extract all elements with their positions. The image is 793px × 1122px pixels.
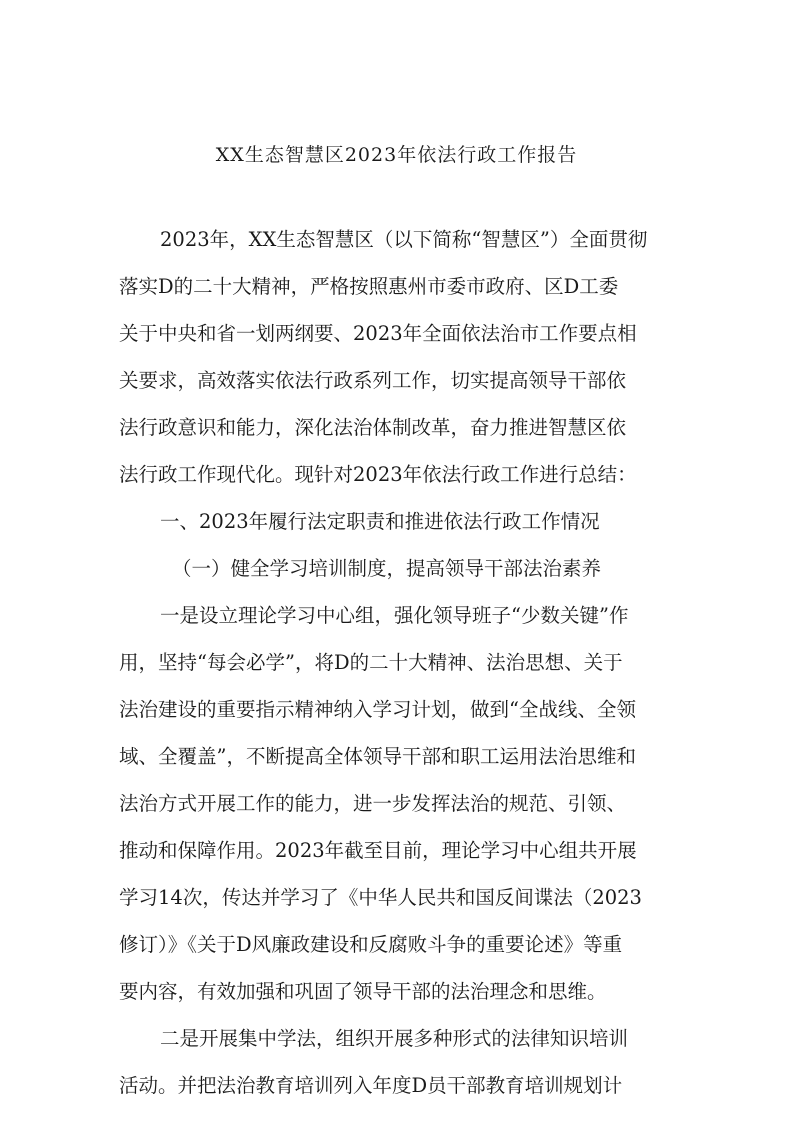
body-line: 法治建设的重要指示精神纳入学习计划，做到“全战线、全领 [119, 698, 636, 721]
body-line: 域、全覆盖”，不断提高全体领导干部和职工运用法治思维和 [119, 745, 636, 768]
body-line: 用，坚持“每会必学”，将D的二十大精神、法治思想、关于 [119, 651, 623, 674]
body-line: 落实D的二十大精神，严格按照惠州市委市政府、区D工委 [119, 275, 619, 298]
body-line: 法治方式开展工作的能力，进一步发挥法治的规范、引领、 [119, 792, 627, 815]
body-line: 关要求，高效落实依法行政系列工作，切实提高领导干部依 [119, 369, 627, 392]
body-line: 修订）》《关于D风廉政建设和反腐败斗争的重要论述》等重 [119, 933, 623, 956]
body-line: 法行政工作现代化。现针对2023年依法行政工作进行总结： [119, 463, 637, 486]
body-line: 2023年，XX生态智慧区（以下简称“智慧区”）全面贯彻 [160, 228, 648, 251]
subsection-heading: （一）健全学习培训制度，提高领导干部法治素养 [172, 557, 602, 580]
body-line: 推动和保障作用。2023年截至目前，理论学习中心组共开展 [119, 839, 637, 862]
body-line: 活动。并把法治教育培训列入年度D员干部教育培训规划计 [119, 1074, 623, 1097]
section-heading: 一、2023年履行法定职责和推进依法行政工作情况 [160, 510, 600, 533]
body-line: 学习14次，传达并学习了《中华人民共和国反间谍法（2023 [119, 886, 642, 909]
body-line: 一是设立理论学习中心组，强化领导班子“少数关键”作 [160, 604, 629, 627]
body-line: 要内容，有效加强和巩固了领导干部的法治理念和思维。 [119, 980, 607, 1003]
body-line: 关于中央和省一划两纲要、2023年全面依法治市工作要点相 [119, 322, 637, 345]
document-title: XX生态智慧区2023年依法行政工作报告 [215, 144, 578, 166]
body-line: 法行政意识和能力，深化法治体制改革，奋力推进智慧区依 [119, 416, 627, 439]
body-line: 二是开展集中学法，组织开展多种形式的法律知识培训 [160, 1027, 629, 1050]
